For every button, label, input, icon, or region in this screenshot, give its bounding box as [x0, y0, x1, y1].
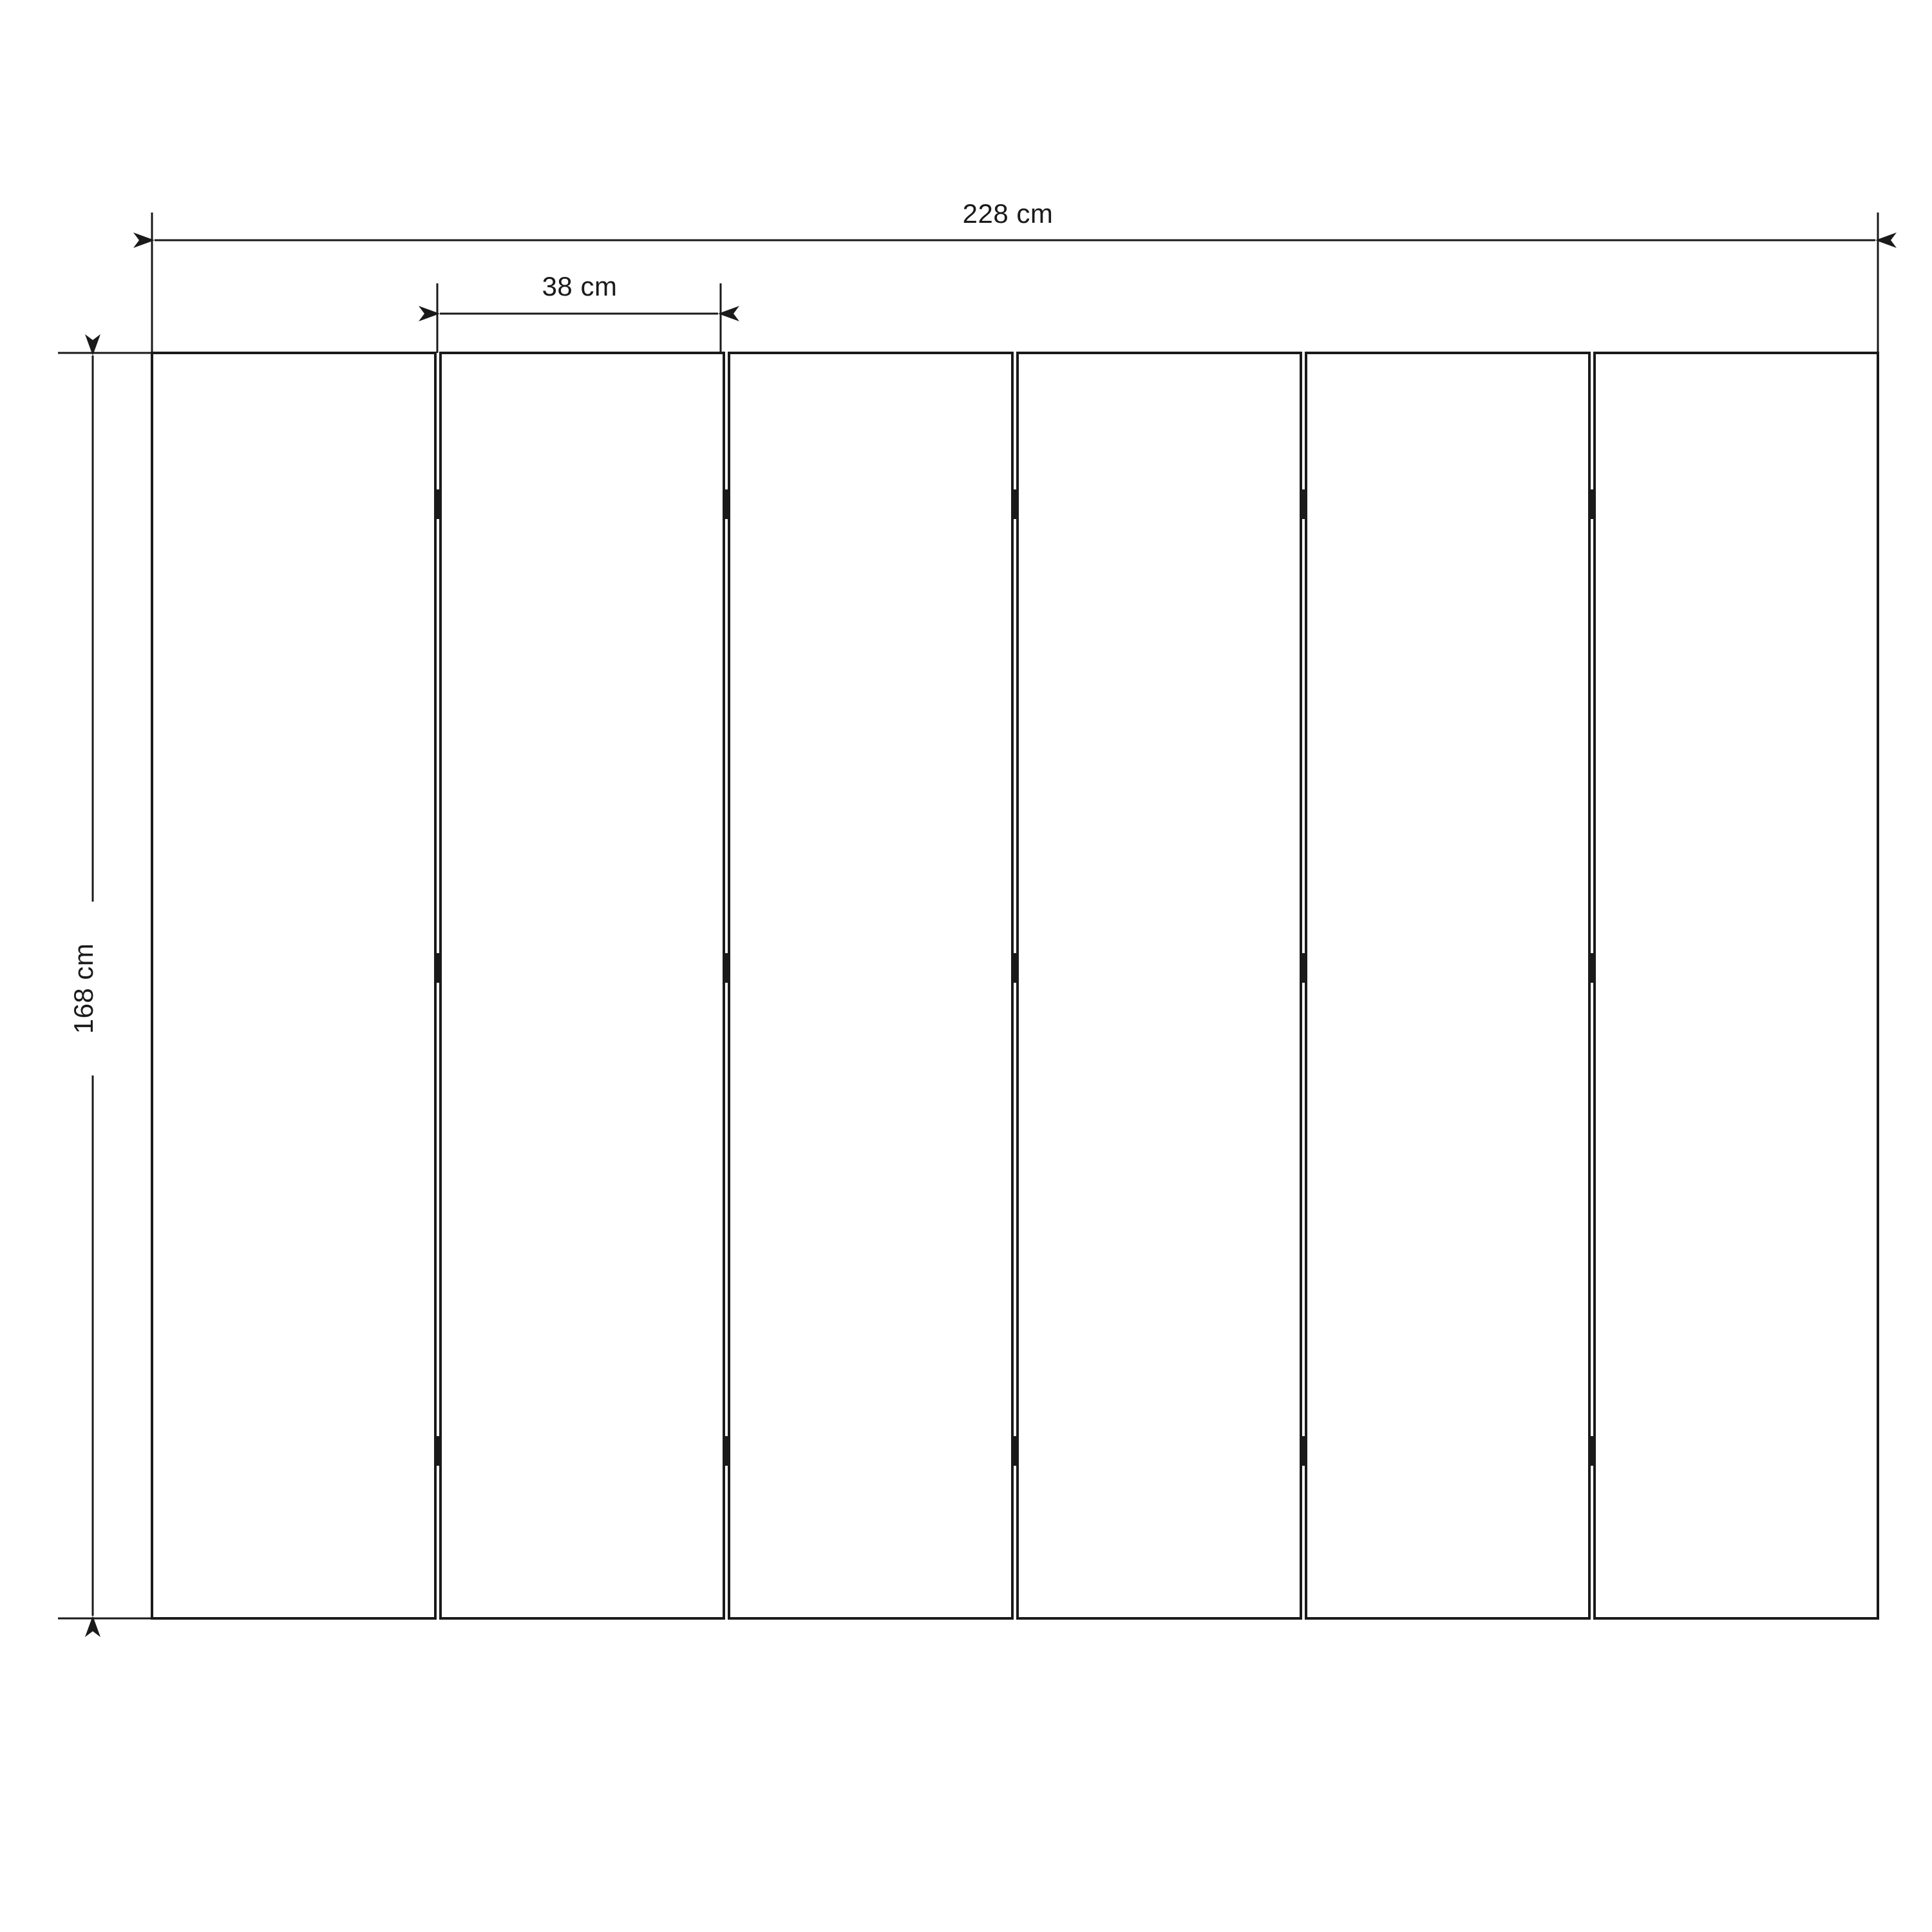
hinge-icon — [434, 953, 441, 983]
hinge-icon — [1300, 489, 1307, 519]
hinge-icon — [723, 489, 730, 519]
hinge-icon — [1588, 953, 1595, 983]
panel-width-label: 38 cm — [542, 271, 618, 301]
panel-1 — [152, 353, 435, 1618]
dimension-total-width — [152, 193, 1878, 353]
hinge-icon — [723, 953, 730, 983]
total-height-label: 168 cm — [68, 943, 99, 1034]
hinge-icon — [1300, 953, 1307, 983]
hinge-icon — [1588, 1436, 1595, 1466]
hinge-icon — [1011, 953, 1018, 983]
hinge-icon — [723, 1436, 730, 1466]
dimension-total-height — [58, 353, 152, 1618]
panel-group — [152, 353, 1878, 1618]
panel-3 — [729, 353, 1012, 1618]
panel-5 — [1306, 353, 1589, 1618]
hinge-icon — [1011, 489, 1018, 519]
hinge-icon — [434, 1436, 441, 1466]
panel-4 — [1018, 353, 1301, 1618]
panel-2 — [440, 353, 724, 1618]
hinge-icon — [1588, 489, 1595, 519]
hinge-icon — [1300, 1436, 1307, 1466]
hinge-icon — [434, 489, 441, 519]
panel-6 — [1595, 353, 1878, 1618]
hinge-icon — [1011, 1436, 1018, 1466]
dimension-panel-width — [437, 267, 721, 353]
total-width-label: 228 cm — [962, 198, 1054, 229]
